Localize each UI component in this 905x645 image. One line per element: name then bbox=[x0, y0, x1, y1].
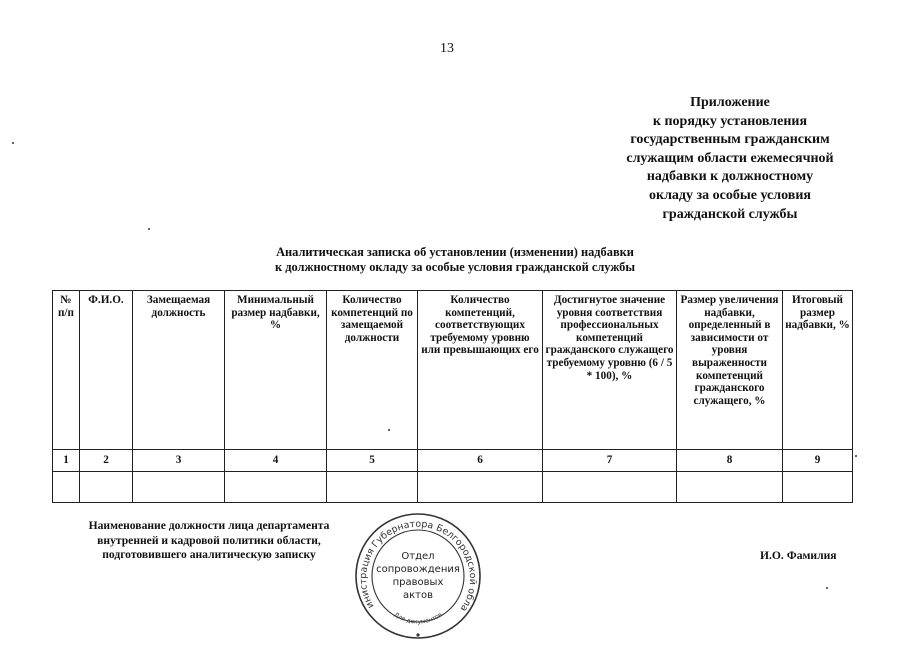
scan-speck bbox=[388, 429, 390, 431]
stamp-bottom-text: Для документов bbox=[392, 611, 444, 626]
scan-speck bbox=[12, 142, 14, 144]
column-number: 6 bbox=[418, 450, 543, 472]
empty-cell bbox=[783, 472, 853, 503]
column-number-row bbox=[53, 450, 853, 472]
header-cell-competency-count: Количество компетенций по замещаемой должности bbox=[327, 291, 418, 450]
signatory-name: И.О. Фамилия bbox=[760, 549, 837, 562]
column-number: 4 bbox=[225, 450, 327, 472]
stamp-center-line: правовых bbox=[392, 577, 444, 588]
header-cell-full-name: Ф.И.О. bbox=[80, 291, 133, 450]
header-cell-final-bonus: Итоговый размер надбавки, % bbox=[783, 291, 853, 450]
empty-cell bbox=[327, 472, 418, 503]
empty-data-row bbox=[53, 472, 853, 503]
signatory-position-line: внутренней и кадровой политики области, bbox=[97, 533, 321, 547]
empty-cell bbox=[133, 472, 225, 503]
stamp-center-line: сопровождения bbox=[376, 564, 460, 575]
title-line: к должностному окладу за особые условия гражданской службы bbox=[274, 260, 636, 274]
stamp-center-line: Отдел bbox=[401, 551, 435, 562]
title-line: Аналитическая записка об установлении (изменении) надбавки bbox=[276, 245, 634, 259]
stamp-graphic bbox=[344, 504, 486, 640]
stamp-ring-text: Администрация Губернатора Белгородской области bbox=[344, 504, 479, 614]
signatory-position-line: Наименование должности лица департамента bbox=[88, 519, 330, 532]
appendix-heading bbox=[600, 94, 860, 224]
appendix-line: гражданской службы bbox=[662, 206, 798, 222]
stamp-center-line: актов bbox=[402, 590, 434, 601]
header-cell-number: № п/п bbox=[53, 291, 80, 450]
scan-speck bbox=[148, 228, 150, 230]
header-cell-bonus-increase: Размер увеличения надбавки, определенный в зависимости от уровня выраженности компетенций гражданского служащего, % bbox=[677, 291, 783, 450]
appendix-line: Приложение bbox=[690, 95, 770, 110]
signatory-position-line: подготовившего аналитическую записку bbox=[102, 548, 316, 561]
appendix-line: окладу за особые условия bbox=[649, 187, 811, 203]
scan-speck bbox=[826, 587, 828, 589]
appendix-line: служащим области ежемесячной bbox=[626, 150, 834, 166]
empty-cell bbox=[80, 472, 133, 503]
header-cell-position: Замещаемая должность bbox=[133, 291, 225, 450]
column-number: 1 bbox=[53, 450, 80, 472]
empty-cell bbox=[543, 472, 677, 503]
stamp-inner-ring bbox=[372, 530, 464, 622]
signatory-position bbox=[64, 519, 354, 563]
stamp-dot bbox=[416, 633, 419, 636]
empty-cell bbox=[53, 472, 80, 503]
scan-speck bbox=[855, 455, 857, 457]
analytical-note-table bbox=[52, 290, 853, 503]
department-stamp bbox=[344, 504, 486, 640]
appendix-line: государственным гражданским bbox=[630, 132, 830, 148]
empty-cell bbox=[418, 472, 543, 503]
header-cell-min-bonus: Минимальный размер надбавки, % bbox=[225, 291, 327, 450]
column-number: 8 bbox=[677, 450, 783, 472]
column-number: 9 bbox=[783, 450, 853, 472]
empty-cell bbox=[677, 472, 783, 503]
empty-cell bbox=[225, 472, 327, 503]
column-number: 5 bbox=[327, 450, 418, 472]
column-number: 2 bbox=[80, 450, 133, 472]
document-title bbox=[240, 245, 670, 275]
appendix-line: к порядку установления bbox=[652, 113, 808, 129]
page-number: 13 bbox=[440, 41, 454, 56]
header-cell-matching-competencies: Количество компетенций, соответствующих требуемому уровню или превышающих его bbox=[418, 291, 543, 450]
appendix-line: надбавки к должностному bbox=[646, 169, 814, 185]
header-row bbox=[53, 291, 853, 450]
column-number: 3 bbox=[133, 450, 225, 472]
header-cell-achieved-level: Достигнутое значение уровня соответствия профессиональных компетенций гражданского служащего требуемому уровню (6 / 5 * 100), % bbox=[543, 291, 677, 450]
column-number: 7 bbox=[543, 450, 677, 472]
